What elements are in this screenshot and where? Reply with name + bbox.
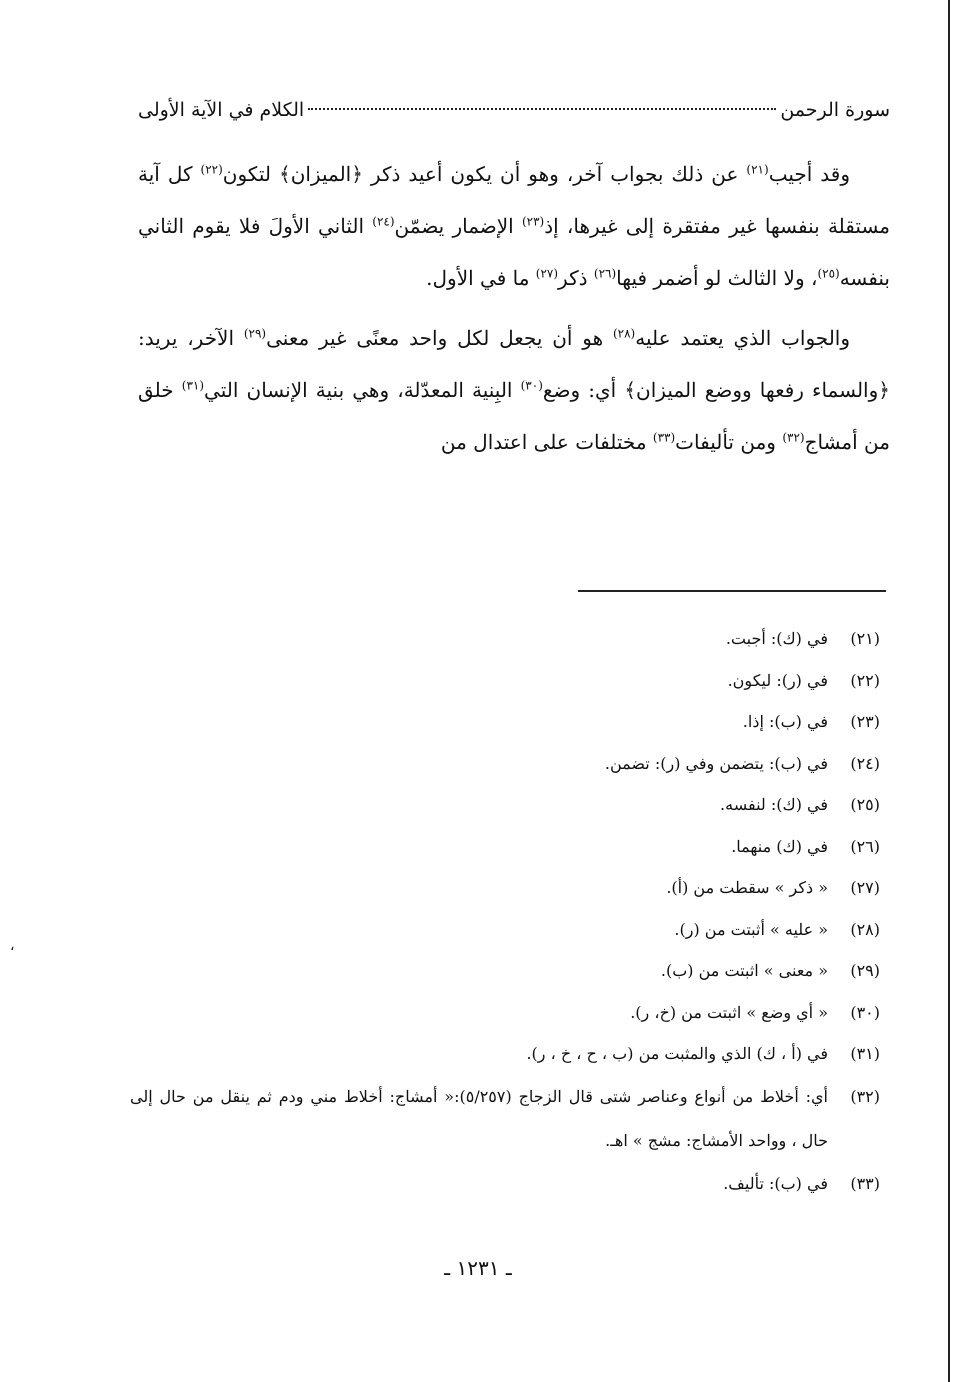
footnote-number: (٢١)	[850, 629, 880, 648]
footnote-text: في (ك) منهما.	[731, 836, 828, 856]
footnote-ref: (٢١)	[746, 162, 769, 177]
text-run: ومن تأليفات	[675, 430, 783, 454]
footnote-item	[130, 867, 880, 909]
text-run: الثاني الأولَ فلا يقوم الثاني بنفسه	[138, 214, 890, 290]
text-run: خلق من أمشاج	[138, 378, 890, 454]
footnote-ref: (٢٩)	[243, 326, 267, 341]
footnotes	[130, 618, 880, 1204]
footnote-item	[130, 701, 880, 743]
footnote-ref: (٢٢)	[200, 162, 223, 177]
footnote-ref: (٢٥)	[817, 266, 840, 281]
paragraph-2	[138, 312, 890, 468]
footnote-ref: (٢٧)	[535, 266, 559, 281]
footnote-number: (٢٨)	[850, 919, 880, 939]
running-head-surah: سورة الرحمن	[780, 99, 890, 121]
footnote-text: « معنى » اثبتت من (ب).	[660, 961, 828, 980]
text-run: عن ذلك بجواب آخر، وهو أن يكون أعيد ذكر ﴿الميزان﴾ لتكون	[222, 162, 747, 186]
footnote-item	[130, 909, 880, 951]
footnote-separator	[578, 590, 886, 592]
text-run: الآخر، يريد: ﴿والسماء رفعها ووضع الميزان﴾ أي: وضع	[138, 326, 890, 402]
text-run: مختلفات على اعتدال من	[440, 430, 653, 454]
footnote-text: « عليه » أثبتت من (ر).	[674, 919, 828, 939]
footnote-text: في (ك): لنفسه.	[720, 795, 828, 814]
text-run: وقد أجيب	[768, 162, 850, 186]
footnote-number: (٣١)	[850, 1044, 880, 1063]
text-run: البِنية المعدّلة، وهي بنية الإنسان التي	[204, 378, 521, 402]
paragraph-1	[138, 148, 890, 304]
footnote-ref: (٢٤)	[372, 214, 395, 229]
text-run: الإضمار يضمّن	[394, 214, 522, 238]
footnote-text: « ذكر » سقطت من (أ).	[666, 878, 828, 897]
footnote-number: (٢٣)	[850, 712, 880, 731]
footnote-ref: (٣٣)	[652, 430, 676, 445]
footnote-item	[130, 826, 880, 868]
stray-mark: ،	[10, 938, 15, 954]
text-run: ، ولا الثالث لو أضمر فيها	[616, 266, 818, 290]
footnote-item	[130, 743, 880, 785]
page-number: ـ ١٢٣١ ـ	[444, 1256, 512, 1280]
footnote-number: (٢٦)	[850, 836, 880, 856]
footnote-number: (٣٣)	[850, 1173, 880, 1193]
footnote-text: في (أ ، ك) الذي والمثبت من (ب ، ح ، خ ، ر).	[526, 1044, 828, 1063]
footnote-item	[130, 1033, 880, 1075]
footnote-item	[130, 660, 880, 702]
footnote-ref: (٣١)	[181, 378, 205, 393]
text-run: كل آية مستقلة بنفسها غير مفتقرة إلى غيرها، إذ	[138, 162, 891, 238]
main-text	[138, 148, 890, 468]
text-run: هو أن يجعل لكل واحد معنًى غير معنى	[266, 326, 613, 350]
footnote-text: « أي وضع » اثبتت من (خ، ر).	[630, 1002, 828, 1022]
footnote-ref: (٢٣)	[521, 214, 545, 229]
footnote-text: في (ب): تأليف.	[723, 1173, 828, 1193]
footnote-text: في (ك): أجبت.	[725, 629, 828, 648]
footnote-number: (٢٧)	[850, 878, 880, 897]
footnote-ref: (٢٨)	[612, 326, 636, 341]
footnote-text: أي: أخلاط من أنواع وعناصر شتى قال الزجاج (٥/٢٥٧):« أمشاج: أخلاط مني ودم ثم ينقل من حال إلى حال ، وواحد الأمشاج: مشج » اهـ.	[130, 1086, 828, 1150]
footnote-ref: (٣٠)	[520, 378, 543, 393]
text-run: ذكر	[558, 266, 594, 290]
footnote-number: (٢٩)	[850, 961, 880, 980]
footnote-ref: (٣٢)	[782, 430, 805, 445]
footnote-text: في (ب): يتضمن وفي (ر): تضمن.	[604, 753, 828, 773]
running-head	[138, 92, 890, 128]
page-edge-line	[948, 0, 950, 1382]
footnote-number: (٣٠)	[850, 1002, 880, 1022]
footnote-item	[130, 992, 880, 1034]
footnote-item	[130, 1075, 880, 1163]
footnote-number: (٢٢)	[850, 670, 880, 690]
footnote-number: (٢٥)	[850, 795, 880, 814]
footnote-item	[130, 950, 880, 992]
footnote-ref: (٢٦)	[593, 266, 617, 281]
footnote-item	[130, 784, 880, 826]
footnote-number: (٣٢)	[850, 1086, 880, 1106]
footnote-item	[130, 1163, 880, 1205]
footnote-text: في (ب): إذا.	[742, 712, 828, 731]
footnote-text: في (ر): ليكون.	[727, 670, 828, 690]
footnote-item	[130, 618, 880, 660]
footnote-number: (٢٤)	[850, 753, 880, 773]
text-run: والجواب الذي يعتمد عليه	[635, 326, 851, 350]
running-head-section: الكلام في الآية الأولى	[138, 99, 305, 121]
text-run: ما في الأول.	[426, 266, 536, 290]
running-head-leader-dots	[308, 108, 776, 110]
